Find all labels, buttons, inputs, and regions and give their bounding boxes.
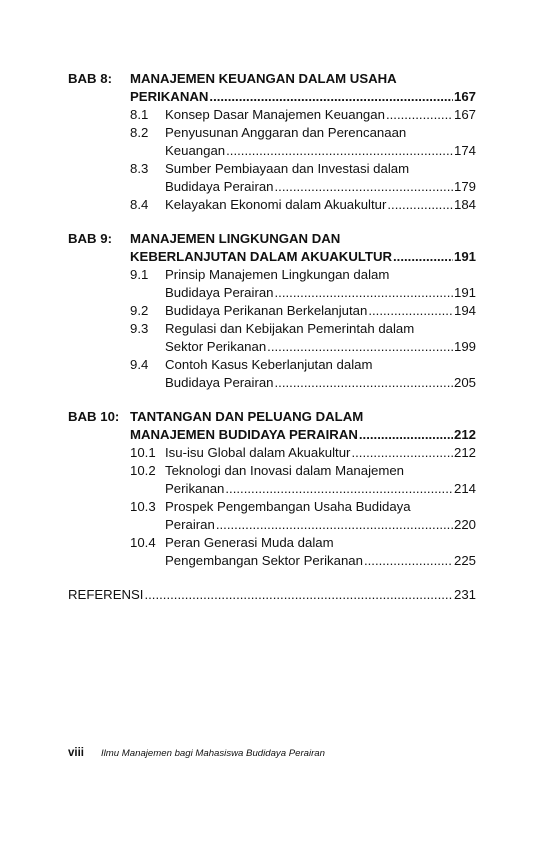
- toc-entry-continued[interactable]: [165, 516, 476, 534]
- toc-entry-continued[interactable]: [165, 142, 476, 160]
- toc-entry-continued[interactable]: [165, 338, 476, 356]
- dot-leader: [267, 338, 453, 356]
- toc-entry[interactable]: [68, 462, 476, 480]
- page-number: 179: [453, 179, 476, 194]
- toc-entry-continued[interactable]: [165, 552, 476, 570]
- chapter-title-row[interactable]: [68, 70, 476, 88]
- page-number: 205: [453, 375, 476, 390]
- footer-book-title: Ilmu Manajemen bagi Mahasiswa Budidaya Perairan: [101, 748, 325, 759]
- toc-entry[interactable]: [68, 302, 476, 320]
- section-number: 8.1: [130, 107, 149, 122]
- dot-leader: [216, 516, 453, 534]
- toc-entry[interactable]: [68, 320, 476, 338]
- section-number: 9.2: [130, 303, 149, 318]
- chapter-title-row[interactable]: [130, 88, 476, 106]
- dot-leader: [275, 178, 453, 196]
- toc-entry[interactable]: [68, 196, 476, 214]
- section-number: 10.1: [130, 445, 156, 460]
- chapter-label: BAB 10:: [68, 409, 120, 424]
- section-title: Budidaya Perairan: [165, 375, 274, 390]
- chapter-9: [68, 230, 476, 392]
- page-number: 184: [453, 197, 476, 212]
- dot-leader: [226, 142, 453, 160]
- section-title: Keuangan: [165, 143, 226, 158]
- chapter-8: [68, 70, 476, 214]
- page-number: 231: [453, 587, 476, 602]
- chapter-title: MANAJEMEN BUDIDAYA PERAIRAN: [130, 427, 358, 442]
- toc-entry-continued[interactable]: [165, 480, 476, 498]
- references-label: REFERENSI: [68, 587, 144, 602]
- chapter-title: TANTANGAN DAN PELUANG DALAM: [130, 409, 364, 424]
- page-number: 212: [453, 427, 476, 442]
- chapter-title-row[interactable]: [130, 248, 476, 266]
- section-number: 8.4: [130, 197, 149, 212]
- page-number: 220: [453, 517, 476, 532]
- section-title: Prinsip Manajemen Lingkungan dalam: [165, 267, 390, 282]
- section-number: 9.4: [130, 357, 149, 372]
- toc-entry[interactable]: [68, 444, 476, 462]
- section-number: 8.3: [130, 161, 149, 176]
- dot-leader: [364, 552, 453, 570]
- toc-entry-continued[interactable]: [165, 284, 476, 302]
- dot-leader: [225, 480, 453, 498]
- page-number: 214: [453, 481, 476, 496]
- chapter-title-row[interactable]: [68, 230, 476, 248]
- section-title: Pengembangan Sektor Perikanan: [165, 553, 363, 568]
- chapter-label: BAB 9:: [68, 231, 112, 246]
- section-number: 10.2: [130, 463, 156, 478]
- dot-leader: [209, 88, 453, 106]
- section-title: Sektor Perikanan: [165, 339, 267, 354]
- dot-leader: [144, 586, 453, 604]
- section-number: 10.4: [130, 535, 156, 550]
- toc-entry[interactable]: [68, 534, 476, 552]
- section-title: Budidaya Perairan: [165, 285, 274, 300]
- section-number: 9.3: [130, 321, 149, 336]
- chapter-title-row[interactable]: [130, 426, 476, 444]
- section-title: Perairan: [165, 517, 215, 532]
- toc-entry[interactable]: [68, 106, 476, 124]
- table-of-contents: [68, 70, 476, 604]
- dot-leader: [359, 426, 453, 444]
- section-title: Budidaya Perairan: [165, 179, 274, 194]
- section-title: Kelayakan Ekonomi dalam Akuakultur: [165, 197, 387, 212]
- chapter-title: MANAJEMEN LINGKUNGAN DAN: [130, 231, 341, 246]
- toc-entry[interactable]: [68, 160, 476, 178]
- dot-leader: [351, 444, 453, 462]
- page-number: 174: [453, 143, 476, 158]
- dot-leader: [275, 374, 453, 392]
- chapter-title: PERIKANAN: [130, 89, 209, 104]
- page-number: 225: [453, 553, 476, 568]
- page-number: 191: [453, 249, 476, 264]
- toc-entry[interactable]: [68, 498, 476, 516]
- section-title: Perikanan: [165, 481, 225, 496]
- section-title: Prospek Pengembangan Usaha Budidaya: [165, 499, 411, 514]
- page-footer: [68, 747, 325, 759]
- page-number: 191: [453, 285, 476, 300]
- dot-leader: [387, 196, 453, 214]
- section-title: Teknologi dan Inovasi dalam Manajemen: [165, 463, 404, 478]
- section-title: Regulasi dan Kebijakan Pemerintah dalam: [165, 321, 415, 336]
- toc-entry-continued[interactable]: [165, 178, 476, 196]
- section-number: 8.2: [130, 125, 149, 140]
- page-number: 194: [453, 303, 476, 318]
- section-title: Contoh Kasus Keberlanjutan dalam: [165, 357, 373, 372]
- chapter-10: [68, 408, 476, 570]
- references-entry[interactable]: [68, 586, 476, 604]
- chapter-title: KEBERLANJUTAN DALAM AKUAKULTUR: [130, 249, 393, 264]
- section-number: 10.3: [130, 499, 156, 514]
- chapter-title: MANAJEMEN KEUANGAN DALAM USAHA: [130, 71, 397, 86]
- section-number: 9.1: [130, 267, 149, 282]
- toc-entry[interactable]: [68, 124, 476, 142]
- page-number: 212: [453, 445, 476, 460]
- section-title: Budidaya Perikanan Berkelanjutan: [165, 303, 368, 318]
- chapter-title-row[interactable]: [68, 408, 476, 426]
- section-title: Peran Generasi Muda dalam: [165, 535, 334, 550]
- chapter-label: BAB 8:: [68, 71, 112, 86]
- section-title: Isu-isu Global dalam Akuakultur: [165, 445, 351, 460]
- toc-entry[interactable]: [68, 356, 476, 374]
- toc-entry[interactable]: [68, 266, 476, 284]
- page-number: 199: [453, 339, 476, 354]
- dot-leader: [368, 302, 453, 320]
- section-title: Penyusunan Anggaran dan Perencanaan: [165, 125, 407, 140]
- page-number: 167: [453, 89, 476, 104]
- toc-entry-continued[interactable]: [165, 374, 476, 392]
- dot-leader: [386, 106, 453, 124]
- section-title: Konsep Dasar Manajemen Keuangan: [165, 107, 385, 122]
- dot-leader: [275, 284, 453, 302]
- dot-leader: [393, 248, 453, 266]
- section-title: Sumber Pembiayaan dan Investasi dalam: [165, 161, 410, 176]
- footer-page-number: viii: [68, 747, 84, 759]
- page-number: 167: [453, 107, 476, 122]
